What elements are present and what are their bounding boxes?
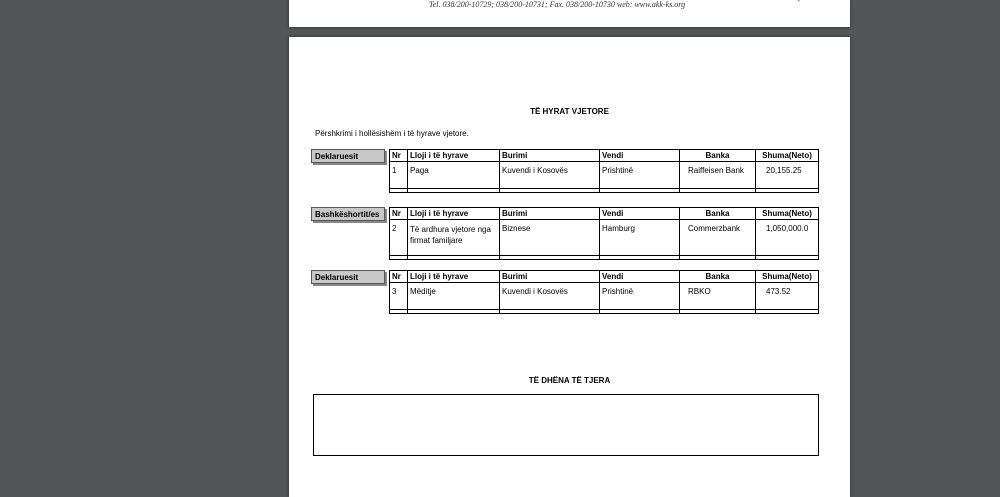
- table-spacer-row: [390, 189, 819, 193]
- cell-type: Të ardhura vjetore nga firmat familjare: [408, 220, 500, 256]
- table-row: [390, 220, 819, 256]
- cell-nr: 1: [390, 162, 408, 189]
- cell-amount: 473.52: [756, 283, 819, 310]
- col-type: Lloji i të hyrave: [408, 271, 500, 283]
- table-row: [390, 283, 819, 310]
- cell-source: Kuvendi i Kosovës: [500, 283, 600, 310]
- cell-bank: Raiffeisen Bank: [680, 162, 756, 189]
- col-nr: Nr: [390, 271, 408, 283]
- cell-source: Kuvendi i Kosovës: [500, 162, 600, 189]
- document-page: [289, 37, 850, 497]
- col-place: Vendi: [600, 150, 680, 162]
- other-data-box: [313, 394, 819, 456]
- col-source: Burimi: [500, 271, 600, 283]
- cell-bank: RBKO: [680, 283, 756, 310]
- cell-bank: Commerzbank: [680, 220, 756, 256]
- document-title: TË HYRAT VJETORE: [530, 107, 609, 116]
- section-label-declarant: Deklaruesit: [311, 270, 385, 284]
- cell-type: Mëditje: [408, 283, 500, 310]
- col-nr: Nr: [390, 150, 408, 162]
- col-amount: Shuma(Neto): [756, 271, 819, 283]
- col-bank: Banka: [680, 150, 756, 162]
- cell-source: Biznese: [500, 220, 600, 256]
- table-header-row: [390, 271, 819, 283]
- other-data-title: TË DHËNA TË TJERA: [528, 376, 611, 385]
- col-amount: Shuma(Neto): [756, 150, 819, 162]
- col-source: Burimi: [500, 208, 600, 220]
- cell-amount: 20,155.25: [756, 162, 819, 189]
- section-label-declarant: Deklaruesit: [311, 149, 385, 163]
- table-spacer-row: [390, 256, 819, 260]
- table-header-row: [390, 150, 819, 162]
- col-bank: Banka: [680, 208, 756, 220]
- col-place: Vendi: [600, 208, 680, 220]
- cell-place: Prishtinë: [600, 283, 680, 310]
- col-nr: Nr: [390, 208, 408, 220]
- table-spacer-row: [390, 310, 819, 314]
- col-source: Burimi: [500, 150, 600, 162]
- col-amount: Shuma(Neto): [756, 208, 819, 220]
- income-table-declarant-2: [389, 270, 819, 314]
- cell-nr: 3: [390, 283, 408, 310]
- cell-amount: 1,050,000.0: [756, 220, 819, 256]
- cell-place: Prishtinë: [600, 162, 680, 189]
- income-table-declarant: [389, 149, 819, 193]
- page-corner-mark: -: [797, 0, 800, 5]
- col-place: Vendi: [600, 271, 680, 283]
- cell-nr: 2: [390, 220, 408, 256]
- contact-line: Tel. 038/200-10729; 038/200-10731; Fax. 038/200-10730 web: www.akk-ks.org: [429, 0, 686, 9]
- section-label-spouse: Bashkëshortit/es: [311, 207, 385, 221]
- income-table-spouse: [389, 207, 819, 260]
- cell-place: Hamburg: [600, 220, 680, 256]
- previous-page: [289, 0, 850, 27]
- document-subtitle: Përshkrimi i hollësishëm i të hyrave vjetore.: [315, 129, 469, 138]
- col-type: Lloji i të hyrave: [408, 208, 500, 220]
- col-bank: Banka: [680, 271, 756, 283]
- col-type: Lloji i të hyrave: [408, 150, 500, 162]
- table-header-row: [390, 208, 819, 220]
- cell-type: Paga: [408, 162, 500, 189]
- table-row: [390, 162, 819, 189]
